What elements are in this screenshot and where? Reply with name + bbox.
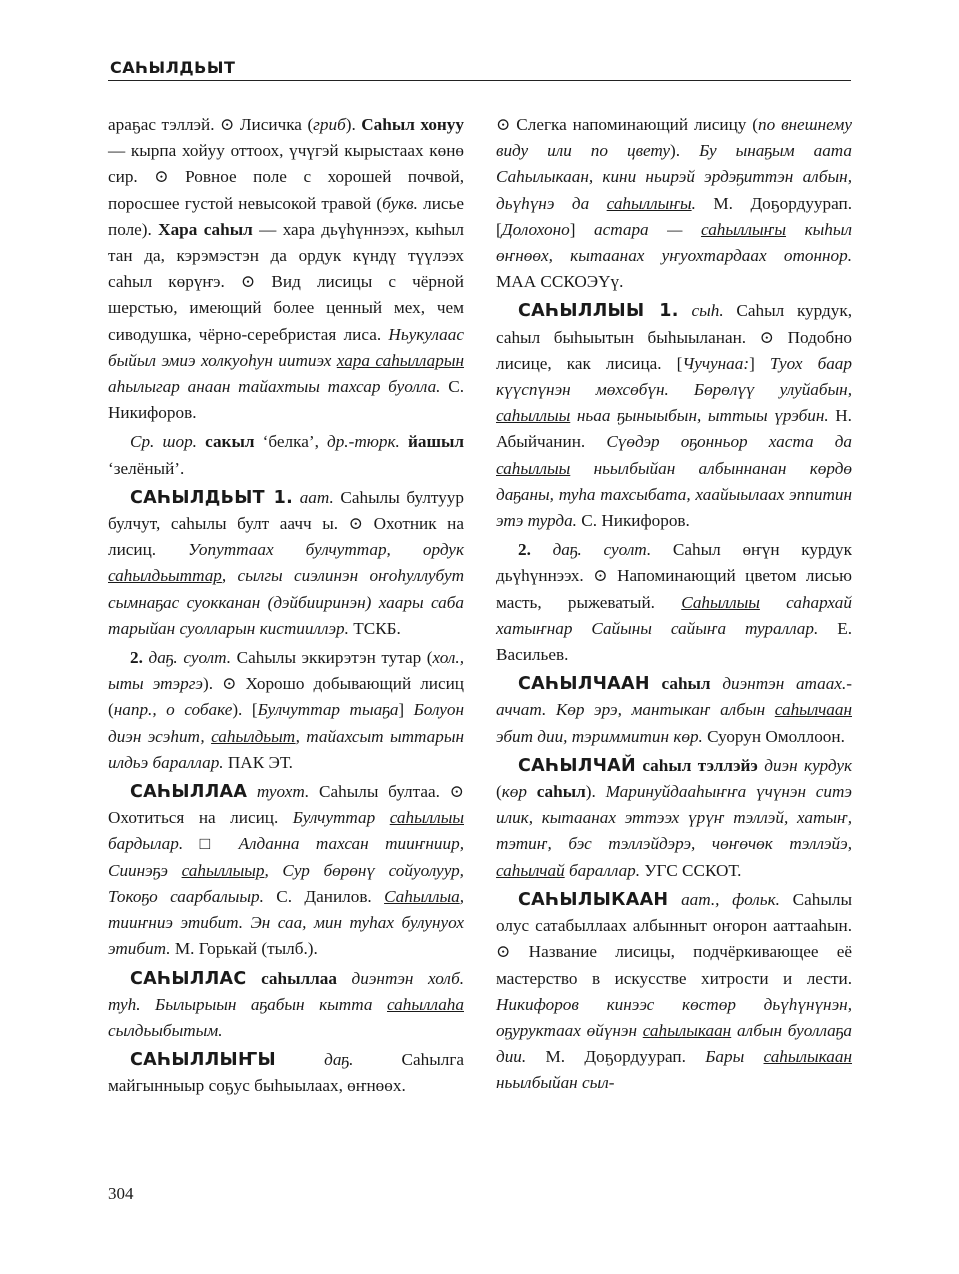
entry-text-run: саһылыкаан <box>642 1020 732 1040</box>
entry-text-run: Алданна тахсан тииҥниир, Сиинэҕэ <box>108 834 464 880</box>
dictionary-entry <box>496 537 852 668</box>
entry-text-run <box>527 782 537 801</box>
entry-text-run: саһыллыы <box>496 458 571 478</box>
entry-text-run: саһыл <box>661 674 711 694</box>
entry-text-run: саһылдьыт <box>211 726 296 746</box>
entry-text-run: саһылчаан <box>774 700 852 720</box>
entry-text-run: Бу ынаҕым аата Саһылыкаан, кини ньирэй эрдэҕиттэн албын, дьүһүнэ да <box>496 141 852 213</box>
entry-text-run: □ <box>183 834 239 854</box>
entry-text-run: ( <box>496 782 502 802</box>
entry-text-run <box>400 432 408 451</box>
entry-text-run: ). ⊙ Хорошо добывающий лисиц ( <box>108 674 465 720</box>
entry-text-run: — хара дьүһүннээх, кыһыл тан да, кэрэмэстэн да ордук күндү түүлээх саһыл көрүҥэ. ⊙ Вид лисицы с чёрной шерстью, имеющий более ценный мех, чем сиводушка, чёрно-серебристая лиса. <box>108 219 465 344</box>
entry-text-run: диэнтэн холб. туһ. Былырыын аҕабын кытта <box>108 968 465 1014</box>
entry-text-run: Е. Васильев. <box>496 618 852 665</box>
entry-text-run: ПАК ЭТ. <box>223 752 293 772</box>
entry-text-run: Саһылга майгынныыр соҕус быһыылаах, өҥнөөх. <box>108 1050 464 1096</box>
entry-text-run: Саһылы олус сатабыллаах албынныт оҥорон ааттааһын. ⊙ Название лисицы, подчёркивающее её мастерство в искусстве хитрости и лести. <box>496 889 852 988</box>
entry-text-run: М. Горькай (тылб.). <box>170 939 318 959</box>
entry-text-run: С. Данилов. <box>263 886 385 906</box>
entry-text-run: туохт. <box>256 782 310 802</box>
entry-text-run <box>197 432 205 451</box>
dictionary-entry <box>496 112 852 295</box>
entry-text-run: саһыллыы <box>496 406 571 426</box>
entry-text-run <box>247 969 262 988</box>
entry-text-run: йашыл <box>407 432 465 452</box>
dictionary-entry <box>108 966 464 1045</box>
entry-text-run: саһыл <box>536 782 586 802</box>
headword: САҺЫЛЧАЙ <box>518 755 636 776</box>
entry-text-run: саһыллаһа <box>387 994 464 1014</box>
entry-text-run: по внешнему виду или по цвету <box>496 115 852 161</box>
entry-text-run: Долохоно <box>501 219 570 239</box>
entry-text-run: хол., ыты этэргэ <box>108 648 465 694</box>
entry-text-run: саһылыкаан <box>763 1047 853 1067</box>
entry-text-run: Никифоров кинээс көстөр дьүһүнүнэн, оҕуруктаах өйүнэн <box>496 994 852 1040</box>
entry-text-run: Саһылы бултуур булчут, саһылы булт аачч ы. ⊙ Охотник на лисиц. <box>108 487 464 560</box>
entry-text-run: саһыллыы <box>389 808 464 828</box>
entry-text-run: саһыллаа <box>261 968 337 988</box>
entry-text-run: ). <box>670 141 700 161</box>
entry-text-run: букв. <box>382 193 418 213</box>
dictionary-entry <box>108 779 464 962</box>
entry-text-run: даҕ. суолт. <box>148 648 232 668</box>
entry-text-run: М. Доҕордуурап. <box>526 1047 706 1067</box>
entry-text-run: Хара саһыл <box>158 219 253 239</box>
entry-text-run: саһылчай <box>496 860 565 880</box>
dictionary-entry <box>108 485 464 642</box>
entry-text-run: ). <box>345 115 362 134</box>
entry-text-run <box>247 782 257 801</box>
entry-text-run <box>337 969 352 988</box>
entry-text-run: саһыллыҥы <box>606 193 692 213</box>
entry-text-run: ‘белка’, <box>254 432 328 452</box>
entry-text-run: Н. Абыйчанин. <box>496 406 852 452</box>
entry-text-run: саһыллыыр <box>181 860 265 880</box>
entry-text-run: — кырпа хойуу оттоох, үчүгэй кырыстаах көнө сир. ⊙ Ровное поле с хорошей почвой, поросшее густой невысокой травой ( <box>108 141 464 213</box>
entry-text-run: , Сур бөрөнү сойуолуур, Токоҕо саарбалыыр. <box>108 860 464 906</box>
entry-text-run: Саһыл хонуу <box>361 115 464 134</box>
headword: САҺЫЛЛЫЫ 1. <box>518 301 679 322</box>
entry-text-run: саһархай хатыҥнар Сайыны сайыҥа тураллар. <box>496 592 852 638</box>
entry-text-run: ‘зелёный’. <box>108 458 185 478</box>
entry-text-run: др.-тюрк. <box>327 432 400 452</box>
entry-text-run: лисье поле). <box>108 193 464 239</box>
entry-text-run: аһылыгар анаан тайахтыы тахсар буолла. <box>108 377 441 397</box>
entry-text-run: Саһыллыа <box>384 886 460 906</box>
entry-text-run: Уопуттаах булчуттар, ордук <box>188 540 464 560</box>
entry-text-run: ТСКБ. <box>348 618 401 638</box>
entry-text-run: бардылар. <box>108 834 184 854</box>
entry-text-run: Саһылы эккирэтэн тутар ( <box>231 648 433 668</box>
entry-text-run: ньылбыйан сыл- <box>496 1073 615 1093</box>
entry-text-run: Саһыллыы <box>681 592 760 612</box>
entry-text-run: . <box>691 193 696 213</box>
entry-text-run: Саһыл курдук, саһыл быһыытын быһыыланан. ⊙ Подобно лисице, как лисица. [ <box>496 301 853 373</box>
entry-text-run: Сүөдэр оҕонньор хаста да <box>606 432 852 452</box>
entry-text-run: напр., о собаке <box>113 700 233 720</box>
dictionary-entry <box>108 645 464 776</box>
running-head-text: САҺЫЛДЬЫТ <box>110 58 236 77</box>
entry-text-run: саһыллыҥы <box>701 219 787 239</box>
entry-text-run <box>711 674 723 693</box>
entry-text-run: С. Никифоров. <box>108 377 464 423</box>
entry-text-run: , тииҥниэ этибит. Эн саа, мин туһах булунуох этибит. <box>108 886 465 959</box>
entry-text-run <box>531 540 553 559</box>
headword: САҺЫЛЛАС <box>130 968 247 989</box>
headword: САҺЫЛЛАА <box>130 782 248 803</box>
entry-text-run: Суорун Омоллоон. <box>702 726 845 746</box>
dictionary-entry <box>496 298 852 534</box>
entry-text-run <box>650 674 662 693</box>
entry-text-run: Ньукулаас быйыл эмиэ холкуоһун иитиэх <box>108 324 464 370</box>
entry-text-run: аат., фольк. <box>681 889 780 909</box>
entry-text-run: кыһыл өҥнөөх, кытаанах уҥуохтардаах отоннор. <box>496 219 852 266</box>
entry-text-run: даҕ. суолт. <box>552 540 652 560</box>
entry-text-run: араҕас тэллэй. ⊙ Лисичка ( <box>108 115 314 134</box>
entry-text-run: М. Доҕордуурап. [ <box>496 193 852 239</box>
headword: САҺЫЛЧААН <box>518 674 650 695</box>
left-column <box>108 112 464 1103</box>
headword: САҺЫЛДЬЫТ 1. <box>130 487 294 508</box>
dictionary-entry <box>108 1047 464 1099</box>
entry-text-run: гриб <box>313 115 346 134</box>
entry-text-run: Бары <box>705 1047 764 1067</box>
headword: САҺЫЛЛЫҤЫ <box>130 1050 276 1071</box>
entry-text-run <box>293 488 300 507</box>
entry-text-run: ] <box>569 219 594 239</box>
entry-text-run: даҕ. <box>324 1050 354 1070</box>
entry-text-run: 2. <box>518 540 531 560</box>
entry-text-run: 2. <box>130 648 143 668</box>
entry-text-run: албын буоллаҕа дии. <box>496 1020 852 1067</box>
entry-text-run: диэн курдук <box>764 755 852 775</box>
page-number: 304 <box>108 1184 134 1203</box>
entry-text-run: УГС ССКОТ. <box>640 860 742 880</box>
entry-text-run: Маринуйдааһыҥҥа үчүнэн ситэ илик, кытаанах эттээх үрүҥ тэллэй, хатыҥ, тэтиҥ, бэс тэллэйдэрэ, чөҥөчөк тэллэйэ, <box>496 782 852 854</box>
entry-text-run: Туох баар күүспүнэн мөхсөбүн. Бөрөлүү улуйабын, <box>496 353 852 400</box>
entry-text-run: эбит дии, тэриммитин көр. <box>496 726 703 746</box>
headword: САҺЫЛЫКААН <box>518 889 669 910</box>
entry-text-run: ньаа ҕыныыбын, ыттыы үрэбин. <box>570 406 829 426</box>
entry-text-run: сакыл <box>205 432 255 452</box>
entry-text-run: сыһ. <box>691 301 724 321</box>
entry-text-run <box>668 890 681 909</box>
entry-text-run: хара саһылларын <box>336 350 464 370</box>
entry-text-run: ). <box>585 782 606 802</box>
entry-text-run: Ср. шор. <box>130 432 197 452</box>
entry-text-run: Саһыл өҥүн курдук дьүһүннээх. ⊙ Напоминающий цветом лисью масть, рыжеватый. <box>496 540 852 612</box>
running-header <box>108 58 851 81</box>
entry-text-run: диэнтэн атаах.-аччат. Көр эрэ, мантыкаҥ албын <box>496 674 853 720</box>
entry-text-run <box>679 301 692 320</box>
entry-text-run: Болуон диэн эсэһит, <box>108 700 464 746</box>
entry-text-run: көр <box>501 782 527 802</box>
entry-text-run: астара — <box>594 219 702 239</box>
entry-text-run: МАА ССКОЭҮү. <box>496 272 624 292</box>
entry-text-run: Булчуттар <box>292 808 390 828</box>
dictionary-entry <box>496 887 852 1097</box>
entry-text-run: ] <box>749 353 770 373</box>
dictionary-entry <box>108 429 464 481</box>
dictionary-entry <box>108 112 464 426</box>
right-column <box>496 112 852 1100</box>
entry-text-run: Чучунаа: <box>682 353 750 373</box>
entry-text-run: , сылгы сиэлинэн оҥоһуллубут сымнаҕас суокканан (дэйбииринэн) хаары саба тарыйан суолларын кистииллэр. <box>108 566 464 638</box>
entry-text-run: саһылдьыттар <box>108 566 222 586</box>
entry-text-run: аат. <box>299 487 334 507</box>
dictionary-entry <box>496 753 852 884</box>
entry-text-run: ] <box>398 700 414 720</box>
entry-text-run: ньылбыйан албыннанан көрдө даҕаны, туһа тахсыбата, хаайыылаах эппитин этэ турда. <box>496 458 852 531</box>
entry-text-run <box>276 1050 324 1069</box>
entry-text-run: бараллар. <box>564 860 641 880</box>
entry-text-run: Саһылы бултаа. ⊙ Охотиться на лисиц. <box>108 782 464 828</box>
entry-text-run: ). [ <box>232 700 258 720</box>
entry-text-run: саһыл тэллэйэ <box>642 755 758 775</box>
entry-text-run: С. Никифоров. <box>576 511 690 531</box>
entry-text-run: Булчуттар тыаҕа <box>257 700 399 720</box>
dictionary-entry <box>496 671 852 750</box>
entry-text-run: сылдьыбытым. <box>108 1020 223 1040</box>
entry-text-run: , тайахсыт ыттарын илдьэ бараллар. <box>108 726 464 772</box>
entry-text-run: ⊙ Слегка напоминающий лисицу ( <box>496 115 758 134</box>
